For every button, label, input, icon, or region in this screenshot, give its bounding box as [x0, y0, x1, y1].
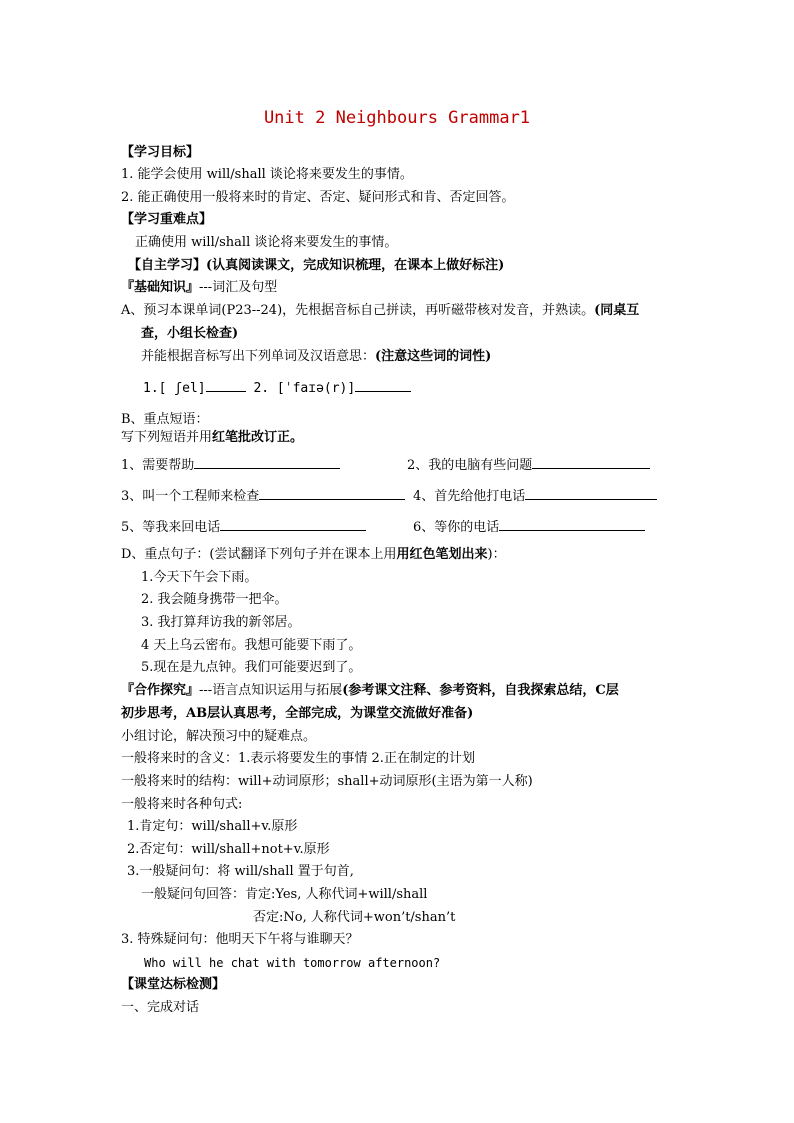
sentence-4: 4 天上乌云密布。我想可能要下雨了。 [141, 638, 362, 653]
self-study-heading: 【自主学习】(认真阅读课文，完成知识梳理，在课本上做好标注) [128, 258, 505, 273]
phrase-6-label: 6、等你的电话 [413, 520, 500, 535]
objective-item-1: 1. 能学会使用 will/shall 谈论将来要发生的事情。 [121, 167, 413, 182]
phrase-6 [413, 517, 645, 536]
phrases-heading: B、重点短语： [121, 412, 209, 427]
basics-a-line3 [141, 349, 491, 365]
objectives-heading: 【学习目标】 [121, 145, 200, 160]
key-points-heading: 【学习重难点】 [121, 212, 213, 227]
phrase-4-blank[interactable] [525, 486, 657, 500]
page-title: Unit 2 Neighbours Grammar1 [263, 108, 531, 128]
phrase-3-label: 3、叫一个工程师来检查 [121, 489, 260, 504]
sentences-heading-text: D、重点句子：(尝试翻译下列句子并在课本上用 [121, 547, 397, 562]
phonetic-row [143, 378, 411, 397]
basics-heading [121, 280, 277, 296]
cooperation-heading [121, 683, 619, 699]
phrase-3-blank[interactable] [259, 486, 405, 500]
sentences-heading-bold: 用红色笔划出来 [396, 547, 488, 562]
basics-heading-label: 『基础知识』 [121, 280, 200, 295]
phrase-6-blank[interactable] [499, 517, 645, 531]
objective-item-2: 2. 能正确使用一般将来时的肯定、否定、疑问形式和肯、否定回答。 [121, 190, 515, 205]
future-meaning: 一般将来时的含义：1.表示将要发生的事情 2.正在制定的计划 [121, 751, 475, 766]
sentence-2: 2. 我会随身携带一把伞。 [141, 592, 288, 607]
future-forms: 一般将来时各种句式: [121, 797, 243, 812]
basics-a-bold: (同桌互 [594, 303, 640, 318]
sentences-heading-end: )： [487, 547, 506, 562]
test-heading: 【课堂达标检测】 [121, 977, 226, 992]
form-negative: 2.否定句：will/shall+not+v.原形 [127, 842, 330, 857]
cooperation-heading-rest: ---语言点知识运用与拓展 [199, 683, 343, 698]
basics-a-line3-bold: (注意这些词的词性) [375, 349, 492, 364]
phrase-1-blank[interactable] [194, 455, 340, 469]
phrase-2-label: 2、我的电脑有些问题 [407, 458, 533, 473]
cooperation-line2: 初步思考，AB层认真思考，全部完成，为课堂交流做好准备) [121, 706, 474, 721]
cooperation-discuss: 小组讨论，解决预习中的疑难点。 [121, 729, 317, 744]
form-question: 3.一般疑问句：将 will/shall 置于句首, [127, 864, 354, 879]
sentences-heading [121, 547, 506, 563]
sentence-5: 5.现在是九点钟。我们可能要迟到了。 [141, 660, 362, 675]
phrases-instruction [121, 430, 303, 446]
test-part1: 一、完成对话 [121, 1000, 200, 1015]
answer-yes: 一般疑问句回答：肯定:Yes, 人称代词+will/shall [141, 887, 428, 902]
basics-a-line1 [121, 303, 639, 319]
form-wh-question-en: Who will he chat with tomorrow afternoon? [144, 956, 441, 970]
phrase-1 [121, 455, 340, 474]
phrase-5-blank[interactable] [220, 517, 366, 531]
basics-heading-rest: ---词汇及句型 [199, 280, 278, 295]
sentence-3: 3. 我打算拜访我的新邻居。 [141, 615, 301, 630]
cooperation-heading-bold: (参考课文注释、参考资料，自我探索总结，C层 [342, 683, 619, 698]
phrase-3 [121, 486, 405, 505]
phrase-2-blank[interactable] [532, 455, 650, 469]
phonetic-1: 1.[ ʃel] [143, 381, 206, 396]
answer-no: 否定:No, 人称代词+won’t/shan’t [253, 910, 456, 925]
form-affirmative: 1.肯定句：will/shall+v.原形 [127, 819, 298, 834]
future-structure: 一般将来时的结构：will+动词原形；shall+动词原形(主语为第一人称) [121, 774, 533, 789]
phonetic-2: 2. [ˈfaɪə(r)] [253, 381, 356, 396]
phrases-instruction-text: 写下列短语并用 [121, 430, 213, 445]
basics-a-text: A、预习本课单词(P23--24)，先根据音标自己拼读，再听磁带核对发音，并熟读。 [121, 303, 595, 318]
phrase-1-label: 1、需要帮助 [121, 458, 195, 473]
cooperation-heading-label: 『合作探究』 [121, 683, 200, 698]
phrase-5 [121, 517, 366, 536]
basics-a-line2: 查，小组长检查) [141, 326, 239, 341]
phrase-4-label: 4、首先给他打电话 [413, 489, 526, 504]
phonetic-1-blank[interactable] [206, 378, 246, 392]
sentence-1: 1.今天下午会下雨。 [141, 570, 258, 585]
phrase-2 [407, 455, 650, 474]
phonetic-2-blank[interactable] [355, 378, 411, 392]
basics-a-line3-text: 并能根据音标写出下列单词及汉语意思： [141, 349, 376, 364]
phrase-4 [413, 486, 657, 505]
form-wh-question: 3. 特殊疑问句：他明天下午将与谁聊天？ [121, 932, 359, 947]
key-points-text: 正确使用 will/shall 谈论将来要发生的事情。 [135, 235, 398, 250]
phrase-5-label: 5、等我来回电话 [121, 520, 221, 535]
phrases-instruction-bold: 红笔批改订正。 [212, 430, 304, 445]
